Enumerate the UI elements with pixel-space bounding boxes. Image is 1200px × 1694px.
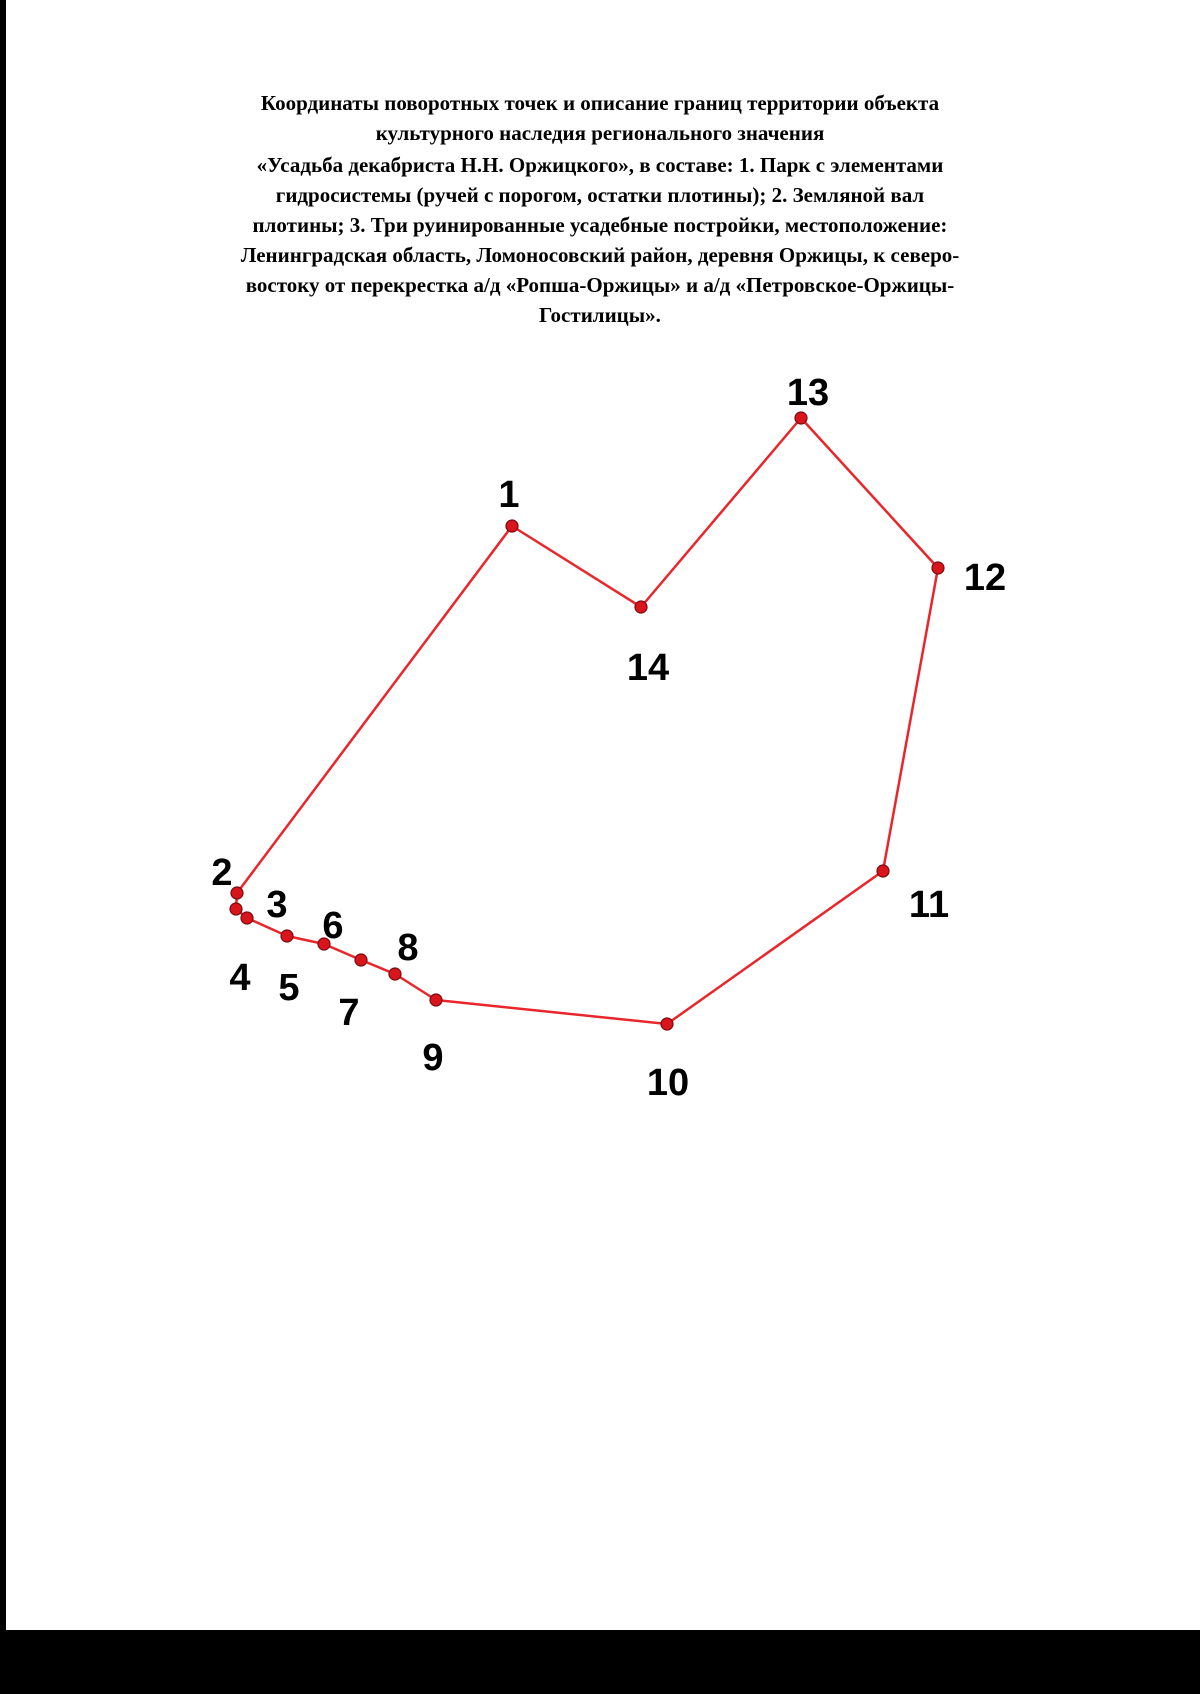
point-label-11: 11	[908, 884, 950, 927]
title-line: плотины; 3. Три руинированные усадебные постройки, местоположение:	[252, 213, 948, 237]
turning-point-9	[430, 994, 442, 1006]
point-label-5: 5	[278, 967, 300, 1010]
title-line: Гостилицы».	[539, 303, 661, 327]
turning-point-1	[506, 520, 518, 532]
turning-point-2	[231, 887, 243, 899]
point-label-6: 6	[322, 905, 344, 948]
turning-point-3	[230, 903, 242, 915]
turning-point-7	[355, 954, 367, 966]
title-line: «Усадьба декабриста Н.Н. Оржицкого», в составе: 1. Парк с элементами	[256, 153, 944, 177]
turning-point-8	[389, 968, 401, 980]
title-line: Координаты поворотных точек и описание границ территории объекта	[260, 91, 940, 115]
point-label-3: 3	[266, 884, 288, 927]
turning-point-10	[661, 1018, 673, 1030]
title-line: востоку от перекрестка а/д «Ропша-Оржицы» и а/д «Петровское-Оржицы-	[245, 273, 955, 297]
point-label-2: 2	[211, 852, 233, 895]
point-label-8: 8	[397, 927, 419, 970]
point-label-4: 4	[229, 957, 251, 1000]
point-label-10: 10	[646, 1062, 690, 1105]
title-line: гидросистемы (ручей с порогом, остатки плотины); 2. Земляной вал	[275, 183, 925, 207]
point-label-7: 7	[338, 992, 360, 1035]
point-label-12: 12	[963, 557, 1007, 600]
point-labels	[211, 372, 1006, 1104]
point-label-14: 14	[626, 647, 670, 690]
title-line: культурного наследия регионального значения	[375, 121, 825, 145]
turning-point-12	[932, 562, 944, 574]
turning-point-4	[241, 912, 253, 924]
page-edge-bottom	[0, 1630, 1200, 1694]
point-label-1: 1	[498, 474, 520, 517]
point-label-9: 9	[422, 1037, 444, 1080]
title-line: Ленинградская область, Ломоносовский район, деревня Оржицы, к северо-	[240, 243, 960, 267]
turning-point-14	[635, 601, 647, 613]
turning-point-5	[281, 930, 293, 942]
point-label-13: 13	[786, 372, 830, 415]
turning-point-11	[877, 865, 889, 877]
